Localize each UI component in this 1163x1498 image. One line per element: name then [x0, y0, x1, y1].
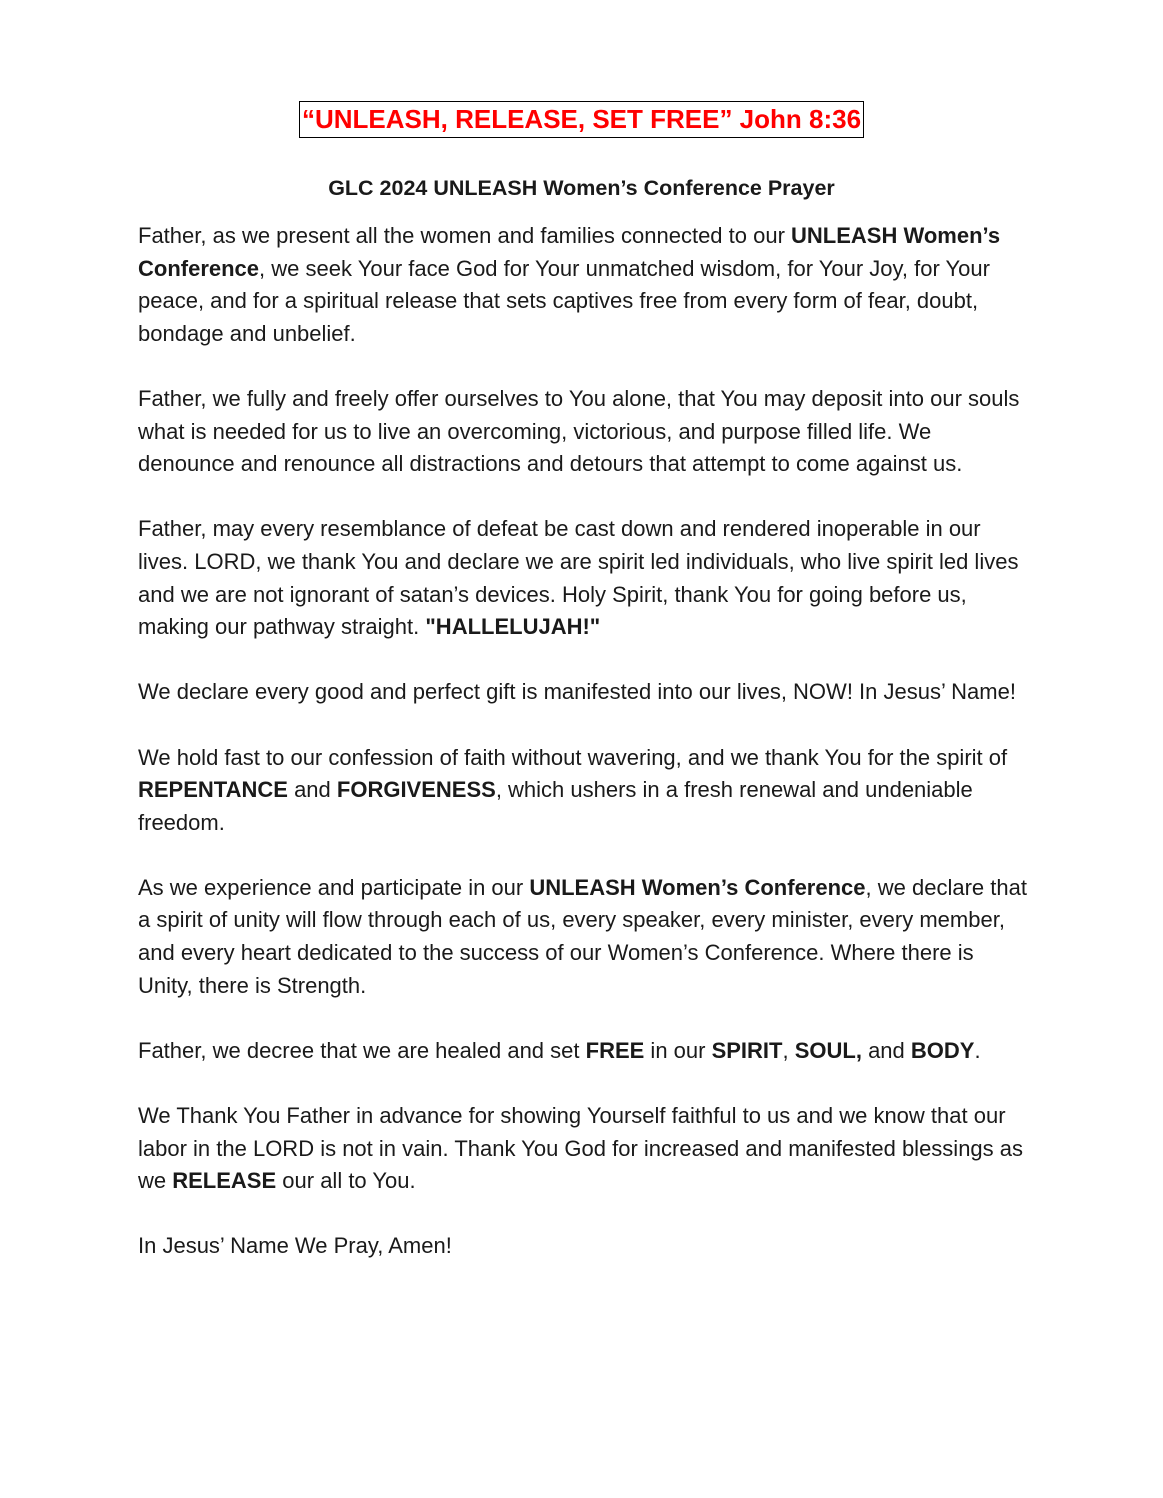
bold-run: SPIRIT [711, 1037, 783, 1063]
text-run: We declare every good and perfect gift is manifested into our lives, NOW! In Jesus’ Name! [138, 679, 1016, 705]
paragraph-8 [138, 1100, 1028, 1198]
paragraph-2 [138, 383, 1028, 481]
text-run: , we declare that a spirit of unity will flow through each of us, every speaker, every minister, every member, and every heart dedicated to the success of our Women’s Conference. Where there is Unity, there is Strength. [138, 874, 1027, 998]
text-run: , we seek Your face God for Your unmatched wisdom, for Your Joy, for Your peace, and for a spiritual release that sets captives free from every form of fear, doubt, bondage and unbelief. [138, 255, 990, 346]
paragraph-3 [138, 513, 1028, 643]
text-run: and [287, 777, 337, 803]
text-run: Father, we decree that we are healed and set [138, 1037, 586, 1063]
text-run: Father, we fully and freely offer ourselves to You alone, that You may deposit into our souls what is needed for us to live an overcoming, victorious, and purpose filled life. We denounce and renounce all distractions and detours that attempt to come against us. [138, 385, 1020, 477]
text-run: . [974, 1037, 981, 1063]
text-run: in our [644, 1037, 712, 1063]
paragraph-5 [138, 742, 1028, 840]
paragraph-1 [138, 220, 1028, 350]
paragraph-4 [138, 676, 1028, 709]
bold-run: FORGIVENESS [336, 777, 496, 803]
text-run: We Thank You Father in advance for showing Yourself faithful to us and we know that our labor in the LORD is not in vain. Thank You God for increased and manifested blessings as we [138, 1103, 1024, 1194]
text-run: We hold fast to our confession of faith without wavering, and we thank You for the spirit of [138, 744, 1008, 770]
paragraph-7 [138, 1035, 1028, 1068]
bold-run: SOUL, [794, 1037, 862, 1063]
paragraph-9 [138, 1230, 1028, 1263]
bold-run: RELEASE [172, 1168, 277, 1194]
text-run: , [782, 1037, 795, 1063]
bold-run: FREE [585, 1037, 645, 1063]
text-run: As we experience and participate in our [138, 874, 530, 900]
text-run: , which ushers in a fresh renewal and undeniable freedom. [138, 777, 973, 835]
text-run: our all to You. [276, 1168, 416, 1194]
text-run: In Jesus’ Name We Pray, Amen! [138, 1233, 452, 1259]
prayer-body [138, 220, 1028, 1296]
document-subtitle: GLC 2024 UNLEASH Women’s Conference Prayer [328, 176, 835, 200]
bold-run: UNLEASH Women’s Conference [529, 874, 866, 900]
text-run: Father, may every resemblance of defeat be cast down and rendered inoperable in our lives. LORD, we thank You and declare we are spirit led individuals, who live spirit led lives and we are not ignorant of satan’s devices. Holy Spirit, thank You for going before us, making our pathway straight. [138, 516, 1019, 640]
document-title: “UNLEASH, RELEASE, SET FREE” John 8:36 [299, 101, 864, 138]
paragraph-6 [138, 872, 1028, 1002]
bold-run: UNLEASH Women’s Conference [138, 223, 1001, 281]
bold-run: REPENTANCE [138, 777, 288, 803]
title-container [0, 101, 1163, 138]
text-run: Father, as we present all the women and families connected to our [138, 223, 792, 248]
bold-run: "HALLELUJAH!" [425, 614, 601, 640]
bold-run: BODY [910, 1037, 975, 1063]
text-run: and [861, 1037, 911, 1063]
